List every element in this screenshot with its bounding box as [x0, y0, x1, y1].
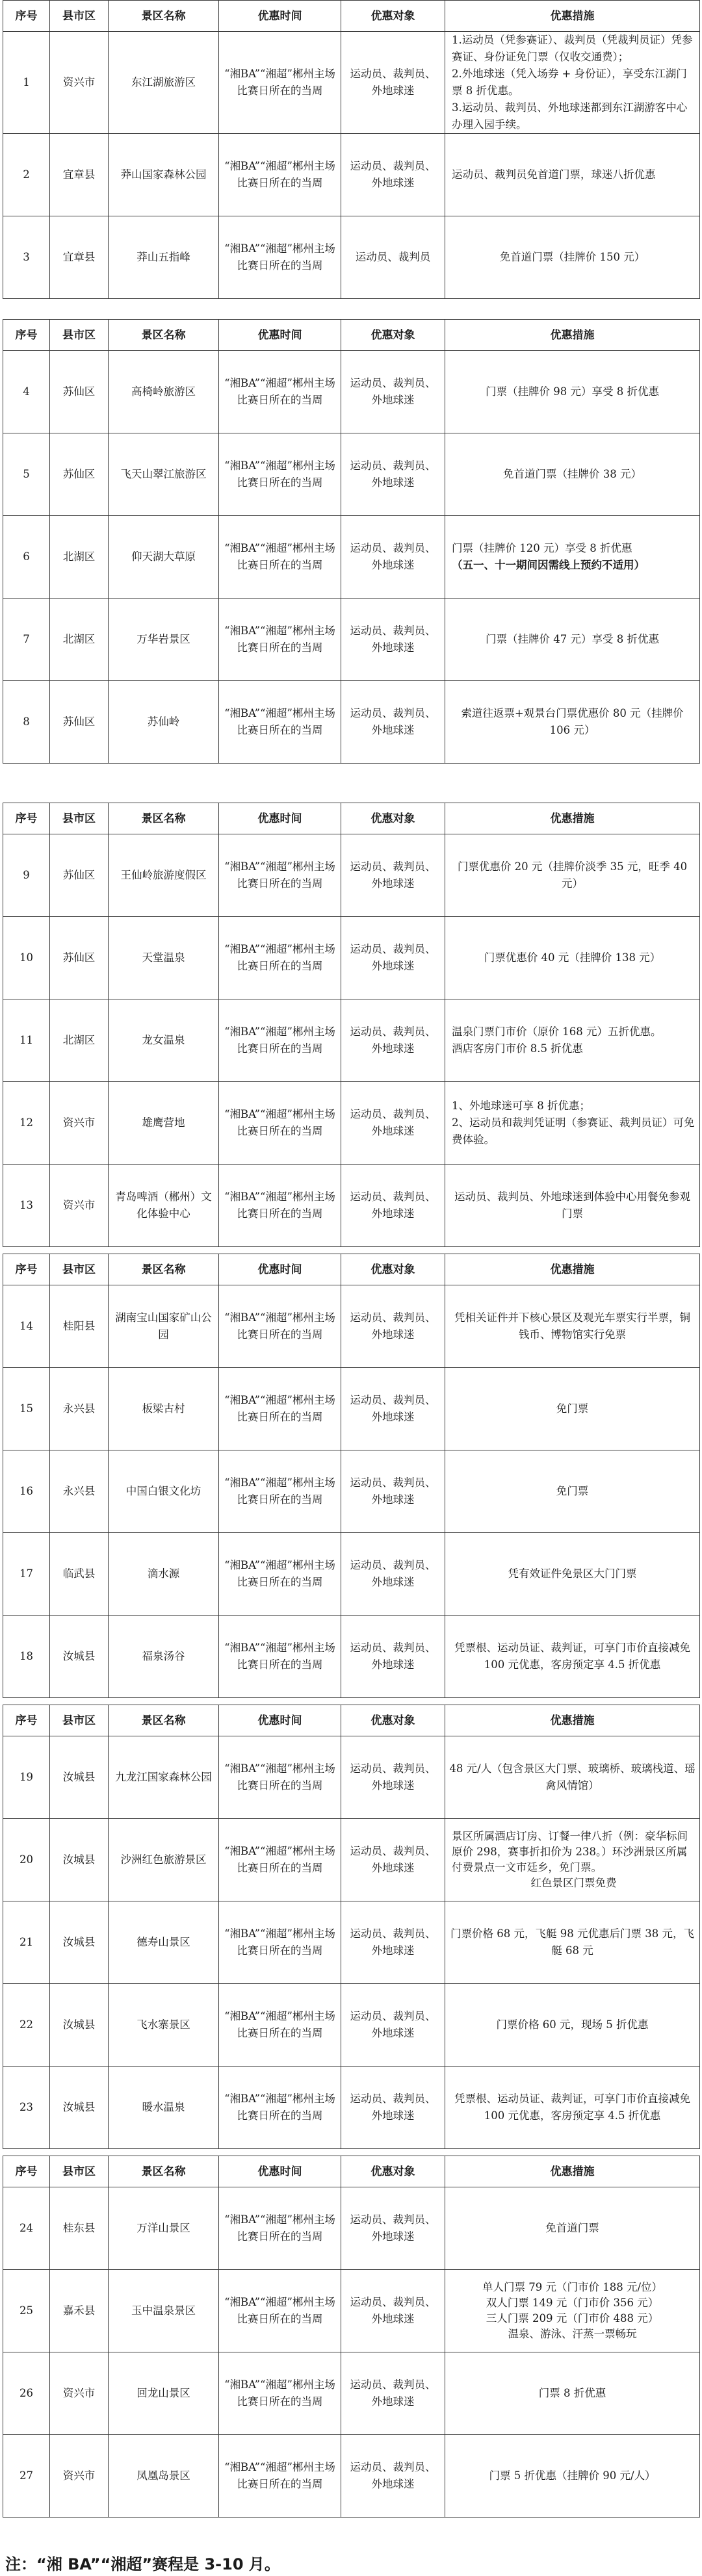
header-measure: 优惠措施: [445, 1705, 700, 1736]
header-measure: 优惠措施: [445, 2156, 700, 2187]
cell-no: 9: [3, 834, 50, 917]
cell-name: 凤凰岛景区: [109, 2435, 219, 2518]
measure-line: 酒店客房门市价 8.5 折优惠: [452, 1042, 583, 1055]
cell-name: 板梁古村: [109, 1368, 219, 1450]
cell-target: 运动员、裁判员、外地球迷: [341, 1082, 445, 1165]
table-row: [3, 2435, 700, 2518]
cell-time: “湘BA”“湘超”郴州主场比赛日所在的当周: [219, 2067, 341, 2149]
cell-measure: [445, 1450, 700, 1533]
cell-county: 北湖区: [50, 516, 109, 599]
cell-time: “湘BA”“湘超”郴州主场比赛日所在的当周: [219, 516, 341, 599]
cell-time: “湘BA”“湘超”郴州主场比赛日所在的当周: [219, 1616, 341, 1698]
table-header-row: [3, 320, 700, 351]
cell-county: 苏仙区: [50, 917, 109, 999]
cell-no: 11: [3, 999, 50, 1082]
cell-target: 运动员、裁判员、外地球迷: [341, 1533, 445, 1616]
table-row: [3, 32, 700, 134]
cell-measure: [445, 2067, 700, 2149]
cell-no: 10: [3, 917, 50, 999]
measure-line: 免首道门票（挂牌价 38 元）: [503, 468, 642, 480]
header-measure: 优惠措施: [445, 1254, 700, 1285]
header-time: 优惠时间: [219, 1, 341, 32]
cell-time: “湘BA”“湘超”郴州主场比赛日所在的当周: [219, 134, 341, 216]
measure-line: 门票价格 68 元，飞艇 98 元优惠后门票 38 元，飞艇 68 元: [450, 1927, 694, 1957]
measure-line: 2、运动员和裁判凭证明（参赛证、裁判员证）可免费体验。: [452, 1116, 695, 1146]
cell-county: 汝城县: [50, 1616, 109, 1698]
cell-measure: [445, 917, 700, 999]
header-no: 序号: [3, 803, 50, 834]
header-name: 景区名称: [109, 1, 219, 32]
cell-time: “湘BA”“湘超”郴州主场比赛日所在的当周: [219, 1736, 341, 1819]
discount-table: [3, 319, 700, 764]
cell-name: 暖水温泉: [109, 2067, 219, 2149]
cell-county: 汝城县: [50, 1984, 109, 2067]
cell-time: “湘BA”“湘超”郴州主场比赛日所在的当周: [219, 1368, 341, 1450]
table-row: [3, 516, 700, 599]
cell-name: 青岛啤酒（郴州）文化体验中心: [109, 1165, 219, 1247]
table-row: [3, 681, 700, 764]
measure-line: 双人门票 149 元（门市价 356 元）: [486, 2297, 659, 2309]
cell-target: 运动员、裁判员、外地球迷: [341, 1819, 445, 1901]
cell-measure: [445, 1165, 700, 1247]
cell-measure: [445, 32, 700, 134]
cell-measure: [445, 433, 700, 516]
measure-note: （五一、十一期间因需线上预约不适用）: [452, 559, 645, 571]
table-row: [3, 1165, 700, 1247]
measure-line: 凭票根、运动员证、裁判证，可享门市价直接减免 100 元优惠，客房预定享 4.5 折优惠: [454, 1642, 690, 1671]
measure-line: 门票 8 折优惠: [538, 2387, 606, 2399]
measure-line: 1.运动员（凭参赛证）、裁判员（凭裁判员证）凭参赛证、身份证免门票（仅收交通费）；: [452, 34, 693, 63]
header-name: 景区名称: [109, 1254, 219, 1285]
cell-no: 26: [3, 2352, 50, 2435]
cell-county: 资兴市: [50, 1082, 109, 1165]
table-block-6: [3, 2156, 699, 2518]
header-county: 县市区: [50, 1254, 109, 1285]
measure-line: 免首道门票（挂牌价 150 元）: [499, 251, 645, 263]
cell-time: “湘BA”“湘超”郴州主场比赛日所在的当周: [219, 1533, 341, 1616]
cell-target: 运动员、裁判员、外地球迷: [341, 2067, 445, 2149]
cell-no: 2: [3, 134, 50, 216]
cell-target: 运动员、裁判员、外地球迷: [341, 134, 445, 216]
cell-target: 运动员、裁判员、外地球迷: [341, 834, 445, 917]
table-header-row: [3, 803, 700, 834]
header-county: 县市区: [50, 2156, 109, 2187]
table-row: [3, 1984, 700, 2067]
cell-measure: [445, 1368, 700, 1450]
header-measure: 优惠措施: [445, 803, 700, 834]
table-row: [3, 1368, 700, 1450]
cell-no: 13: [3, 1165, 50, 1247]
cell-target: 运动员、裁判员、外地球迷: [341, 1368, 445, 1450]
footnote: 注：“湘 BA”“湘超”赛程是 3-10 月。: [5, 2555, 280, 2573]
table-row: [3, 1533, 700, 1616]
cell-no: 24: [3, 2187, 50, 2270]
cell-county: 资兴市: [50, 32, 109, 134]
cell-no: 19: [3, 1736, 50, 1819]
table-block-2: [3, 319, 699, 764]
cell-target: 运动员、裁判员、外地球迷: [341, 1165, 445, 1247]
measure-line: 免首道门票: [545, 2222, 599, 2234]
cell-no: 18: [3, 1616, 50, 1698]
cell-county: 汝城县: [50, 2067, 109, 2149]
cell-name: 中国白银文化坊: [109, 1450, 219, 1533]
cell-time: “湘BA”“湘超”郴州主场比赛日所在的当周: [219, 1819, 341, 1901]
table-row: [3, 1285, 700, 1368]
cell-measure: [445, 1616, 700, 1698]
cell-time: “湘BA”“湘超”郴州主场比赛日所在的当周: [219, 917, 341, 999]
header-county: 县市区: [50, 803, 109, 834]
measure-line: 景区所属酒店订房、订餐一律八折（例：豪华标间原价 298，赛事折扣价为 238。）环沙洲景区所属付费景点一文市廷乡，免门票。: [452, 1830, 688, 1874]
cell-no: 21: [3, 1901, 50, 1984]
cell-no: 16: [3, 1450, 50, 1533]
measure-line: 门票价格 60 元，现场 5 折优惠: [496, 2018, 649, 2031]
measure-line: 门票（挂牌价 120 元）享受 8 折优惠: [452, 542, 632, 554]
cell-no: 6: [3, 516, 50, 599]
measure-line: 免门票: [556, 1402, 589, 1415]
cell-no: 15: [3, 1368, 50, 1450]
measure-line: 2.外地球迷（凭入场券 + 身份证），享受东江湖门票 8 折优惠。: [452, 68, 687, 97]
table-row: [3, 351, 700, 433]
cell-target: 运动员、裁判员: [341, 216, 445, 299]
measure-line: 门票优惠价 20 元（挂牌价淡季 35 元，旺季 40 元）: [457, 860, 688, 890]
header-county: 县市区: [50, 320, 109, 351]
cell-measure: [445, 516, 700, 599]
cell-time: “湘BA”“湘超”郴州主场比赛日所在的当周: [219, 2435, 341, 2518]
cell-target: 运动员、裁判员、外地球迷: [341, 351, 445, 433]
cell-name: 飞天山翠江旅游区: [109, 433, 219, 516]
table-row: [3, 1450, 700, 1533]
cell-time: “湘BA”“湘超”郴州主场比赛日所在的当周: [219, 216, 341, 299]
cell-no: 25: [3, 2270, 50, 2352]
table-block-1: [3, 0, 699, 299]
cell-name: 东江湖旅游区: [109, 32, 219, 134]
measure-line: 红色景区门票免费: [530, 1877, 617, 1889]
cell-county: 汝城县: [50, 1736, 109, 1819]
cell-name: 苏仙岭: [109, 681, 219, 764]
cell-county: 资兴市: [50, 2435, 109, 2518]
table-header-row: [3, 2156, 700, 2187]
cell-county: 苏仙区: [50, 834, 109, 917]
cell-time: “湘BA”“湘超”郴州主场比赛日所在的当周: [219, 599, 341, 681]
table-row: [3, 1736, 700, 1819]
cell-no: 4: [3, 351, 50, 433]
cell-no: 8: [3, 681, 50, 764]
cell-county: 资兴市: [50, 1165, 109, 1247]
table-row: [3, 134, 700, 216]
table-row: [3, 1082, 700, 1165]
header-county: 县市区: [50, 1, 109, 32]
cell-no: 12: [3, 1082, 50, 1165]
cell-target: 运动员、裁判员、外地球迷: [341, 2435, 445, 2518]
cell-county: 桂阳县: [50, 1285, 109, 1368]
measure-line: 凭票根、运动员证、裁判证，可享门市价直接减免 100 元优惠，客房预定享 4.5 折优惠: [454, 2093, 690, 2122]
header-target: 优惠对象: [341, 1, 445, 32]
cell-time: “湘BA”“湘超”郴州主场比赛日所在的当周: [219, 2270, 341, 2352]
cell-time: “湘BA”“湘超”郴州主场比赛日所在的当周: [219, 1901, 341, 1984]
cell-target: 运动员、裁判员、外地球迷: [341, 1984, 445, 2067]
cell-measure: [445, 2187, 700, 2270]
cell-target: 运动员、裁判员、外地球迷: [341, 2187, 445, 2270]
measure-line: 温泉门票门市价（原价 168 元）五折优惠。: [452, 1025, 662, 1038]
cell-no: 23: [3, 2067, 50, 2149]
cell-measure: [445, 1819, 700, 1901]
header-no: 序号: [3, 1705, 50, 1736]
header-time: 优惠时间: [219, 1705, 341, 1736]
table-block-3: [3, 803, 699, 1247]
cell-time: “湘BA”“湘超”郴州主场比赛日所在的当周: [219, 681, 341, 764]
cell-target: 运动员、裁判员、外地球迷: [341, 516, 445, 599]
cell-county: 桂东县: [50, 2187, 109, 2270]
header-measure: 优惠措施: [445, 320, 700, 351]
table-block-4: [3, 1254, 699, 1698]
cell-no: 17: [3, 1533, 50, 1616]
table-header-row: [3, 1, 700, 32]
cell-target: 运动员、裁判员、外地球迷: [341, 1901, 445, 1984]
table-row: [3, 2067, 700, 2149]
discount-table: [3, 1705, 700, 2149]
cell-name: 德寿山景区: [109, 1901, 219, 1984]
cell-time: “湘BA”“湘超”郴州主场比赛日所在的当周: [219, 1082, 341, 1165]
table-row: [3, 2187, 700, 2270]
cell-measure: [445, 681, 700, 764]
cell-county: 宜章县: [50, 134, 109, 216]
header-name: 景区名称: [109, 803, 219, 834]
cell-measure: [445, 351, 700, 433]
cell-name: 王仙岭旅游度假区: [109, 834, 219, 917]
cell-county: 汝城县: [50, 1819, 109, 1901]
header-name: 景区名称: [109, 1705, 219, 1736]
table-row: [3, 2270, 700, 2352]
table-header-row: [3, 1254, 700, 1285]
cell-time: “湘BA”“湘超”郴州主场比赛日所在的当周: [219, 1165, 341, 1247]
cell-time: “湘BA”“湘超”郴州主场比赛日所在的当周: [219, 999, 341, 1082]
cell-county: 北湖区: [50, 999, 109, 1082]
discount-table: [3, 2156, 700, 2518]
discount-table: [3, 1254, 700, 1698]
cell-name: 沙洲红色旅游景区: [109, 1819, 219, 1901]
header-measure: 优惠措施: [445, 1, 700, 32]
cell-target: 运动员、裁判员、外地球迷: [341, 433, 445, 516]
cell-no: 22: [3, 1984, 50, 2067]
table-row: [3, 2352, 700, 2435]
cell-measure: [445, 2270, 700, 2352]
measure-line: 索道往返票+观景台门票优惠价 80 元（挂牌价 106 元）: [461, 707, 684, 736]
cell-no: 27: [3, 2435, 50, 2518]
cell-county: 临武县: [50, 1533, 109, 1616]
cell-county: 嘉禾县: [50, 2270, 109, 2352]
cell-measure: [445, 2435, 700, 2518]
cell-time: “湘BA”“湘超”郴州主场比赛日所在的当周: [219, 351, 341, 433]
cell-target: 运动员、裁判员、外地球迷: [341, 1616, 445, 1698]
measure-line: 48 元/人（包含景区大门票、玻璃桥、玻璃栈道、瑶禽风情馆）: [449, 1762, 696, 1792]
header-county: 县市区: [50, 1705, 109, 1736]
cell-name: 雄鹰营地: [109, 1082, 219, 1165]
cell-county: 苏仙区: [50, 433, 109, 516]
cell-target: 运动员、裁判员、外地球迷: [341, 1450, 445, 1533]
cell-name: 万洋山景区: [109, 2187, 219, 2270]
measure-line: 三人门票 209 元（门市价 488 元）: [486, 2312, 659, 2325]
discount-table: [3, 803, 700, 1247]
cell-name: 高椅岭旅游区: [109, 351, 219, 433]
cell-measure: [445, 216, 700, 299]
cell-no: 5: [3, 433, 50, 516]
header-target: 优惠对象: [341, 1705, 445, 1736]
table-row: [3, 1901, 700, 1984]
table-row: [3, 1819, 700, 1901]
table-row: [3, 433, 700, 516]
header-name: 景区名称: [109, 320, 219, 351]
header-target: 优惠对象: [341, 320, 445, 351]
cell-county: 苏仙区: [50, 681, 109, 764]
cell-target: 运动员、裁判员、外地球迷: [341, 917, 445, 999]
cell-no: 7: [3, 599, 50, 681]
cell-county: 资兴市: [50, 2352, 109, 2435]
header-no: 序号: [3, 1, 50, 32]
cell-time: “湘BA”“湘超”郴州主场比赛日所在的当周: [219, 1984, 341, 2067]
cell-name: 龙女温泉: [109, 999, 219, 1082]
cell-county: 北湖区: [50, 599, 109, 681]
header-name: 景区名称: [109, 2156, 219, 2187]
header-no: 序号: [3, 1254, 50, 1285]
header-target: 优惠对象: [341, 803, 445, 834]
cell-time: “湘BA”“湘超”郴州主场比赛日所在的当周: [219, 1285, 341, 1368]
cell-time: “湘BA”“湘超”郴州主场比赛日所在的当周: [219, 1450, 341, 1533]
header-target: 优惠对象: [341, 1254, 445, 1285]
cell-name: 回龙山景区: [109, 2352, 219, 2435]
table-row: [3, 599, 700, 681]
discount-table: [3, 0, 700, 299]
header-time: 优惠时间: [219, 803, 341, 834]
measure-line: 运动员、裁判员免首道门票，球迷八折优惠: [452, 168, 656, 181]
cell-time: “湘BA”“湘超”郴州主场比赛日所在的当周: [219, 2187, 341, 2270]
measure-line: 凭有效证件免景区大门门票: [508, 1567, 637, 1580]
table-row: [3, 999, 700, 1082]
measure-line: 凭相关证件并下核心景区及观光车票实行半票，铜钱币、博物馆实行免票: [454, 1311, 690, 1341]
cell-time: “湘BA”“湘超”郴州主场比赛日所在的当周: [219, 2352, 341, 2435]
cell-name: 莽山国家森林公园: [109, 134, 219, 216]
cell-time: “湘BA”“湘超”郴州主场比赛日所在的当周: [219, 834, 341, 917]
cell-target: 运动员、裁判员、外地球迷: [341, 2270, 445, 2352]
cell-no: 20: [3, 1819, 50, 1901]
measure-line: 运动员、裁判员、外地球迷到体验中心用餐免参观门票: [454, 1191, 690, 1220]
measure-line: 门票（挂牌价 47 元）享受 8 折优惠: [486, 633, 659, 645]
cell-time: “湘BA”“湘超”郴州主场比赛日所在的当周: [219, 433, 341, 516]
header-time: 优惠时间: [219, 1254, 341, 1285]
cell-measure: [445, 1533, 700, 1616]
cell-measure: [445, 834, 700, 917]
cell-name: 仰天湖大草原: [109, 516, 219, 599]
cell-measure: [445, 1285, 700, 1368]
cell-measure: [445, 599, 700, 681]
measure-line: 门票 5 折优惠（挂牌价 90 元/人）: [489, 2469, 656, 2482]
cell-time: “湘BA”“湘超”郴州主场比赛日所在的当周: [219, 32, 341, 134]
measure-line: 门票优惠价 40 元（挂牌价 138 元）: [484, 951, 661, 964]
header-no: 序号: [3, 2156, 50, 2187]
cell-county: 汝城县: [50, 1901, 109, 1984]
header-time: 优惠时间: [219, 320, 341, 351]
measure-line: 1、外地球迷可享 8 折优惠；: [452, 1100, 590, 1112]
cell-county: 宜章县: [50, 216, 109, 299]
cell-target: 运动员、裁判员、外地球迷: [341, 681, 445, 764]
header-target: 优惠对象: [341, 2156, 445, 2187]
cell-county: 永兴县: [50, 1368, 109, 1450]
cell-measure: [445, 2352, 700, 2435]
cell-name: 飞水寨景区: [109, 1984, 219, 2067]
cell-name: 天堂温泉: [109, 917, 219, 999]
cell-target: 运动员、裁判员、外地球迷: [341, 32, 445, 134]
table-header-row: [3, 1705, 700, 1736]
table-block-5: [3, 1705, 699, 2149]
cell-measure: [445, 1736, 700, 1819]
cell-target: 运动员、裁判员、外地球迷: [341, 599, 445, 681]
table-row: [3, 834, 700, 917]
cell-name: 福泉汤谷: [109, 1616, 219, 1698]
cell-target: 运动员、裁判员、外地球迷: [341, 2352, 445, 2435]
header-no: 序号: [3, 320, 50, 351]
cell-name: 滴水源: [109, 1533, 219, 1616]
cell-measure: [445, 999, 700, 1082]
cell-measure: [445, 1901, 700, 1984]
cell-target: 运动员、裁判员、外地球迷: [341, 1285, 445, 1368]
measure-line: 温泉、游泳、汗蒸一票畅玩: [508, 2328, 637, 2340]
cell-measure: [445, 1082, 700, 1165]
measure-line: 3.运动员、裁判员、外地球迷都到东江湖游客中心办理入园手续。: [452, 101, 688, 131]
cell-county: 永兴县: [50, 1450, 109, 1533]
table-row: [3, 1616, 700, 1698]
cell-measure: [445, 1984, 700, 2067]
measure-line: 免门票: [556, 1485, 589, 1497]
cell-name: 湖南宝山国家矿山公园: [109, 1285, 219, 1368]
cell-measure: [445, 134, 700, 216]
measure-line: 门票（挂牌价 98 元）享受 8 折优惠: [486, 385, 659, 398]
table-row: [3, 216, 700, 299]
cell-county: 苏仙区: [50, 351, 109, 433]
cell-no: 1: [3, 32, 50, 134]
header-time: 优惠时间: [219, 2156, 341, 2187]
cell-no: 3: [3, 216, 50, 299]
cell-no: 14: [3, 1285, 50, 1368]
cell-name: 万华岩景区: [109, 599, 219, 681]
cell-target: 运动员、裁判员、外地球迷: [341, 1736, 445, 1819]
cell-name: 莽山五指峰: [109, 216, 219, 299]
cell-name: 玉中温泉景区: [109, 2270, 219, 2352]
table-row: [3, 917, 700, 999]
measure-line: 单人门票 79 元（门市价 188 元/位）: [482, 2281, 663, 2293]
cell-name: 九龙江国家森林公园: [109, 1736, 219, 1819]
cell-target: 运动员、裁判员、外地球迷: [341, 999, 445, 1082]
